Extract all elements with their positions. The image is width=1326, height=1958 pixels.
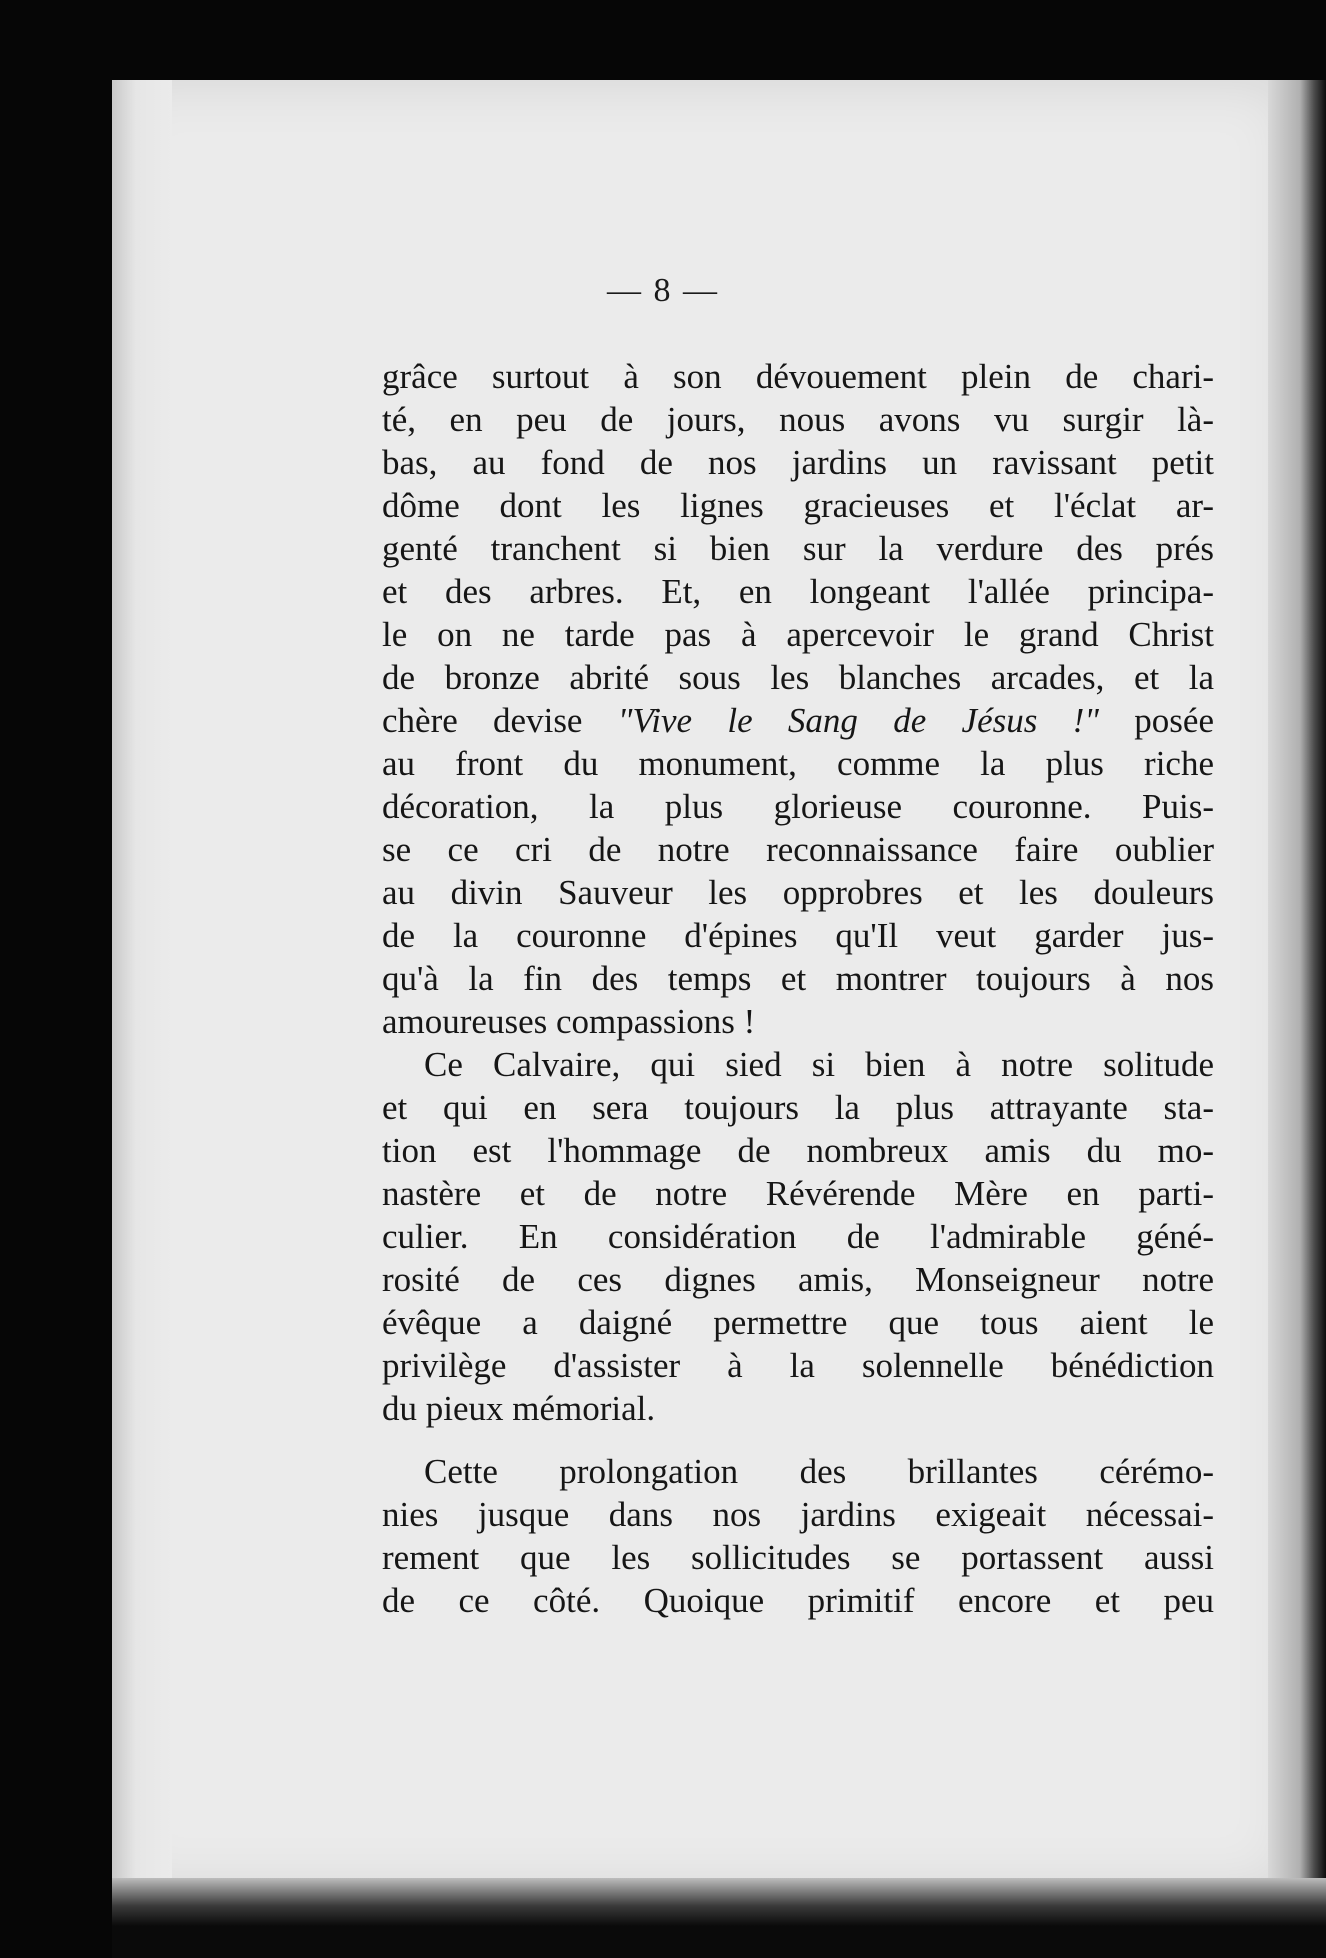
text-line: culier. En considération de l'admirable géné-: [382, 1217, 1214, 1256]
text-line: et des arbres. Et, en longeant l'allée principa-: [382, 572, 1214, 611]
text-line: nies jusque dans nos jardins exigeait nécessai-: [382, 1495, 1214, 1534]
text-line: Ce Calvaire, qui sied si bien à notre solitude: [424, 1045, 1214, 1084]
text-line: décoration, la plus glorieuse couronne. Puis-: [382, 787, 1214, 826]
paragraph-3: [382, 1450, 1214, 1622]
text-line: genté tranchent si bien sur la verdure des prés: [382, 529, 1214, 568]
text-line: tion est l'hommage de nombreux amis du mo-: [382, 1131, 1214, 1170]
text-fragment: chère devise: [382, 701, 583, 740]
text-line: qu'à la fin des temps et montrer toujours à nos: [382, 959, 1214, 998]
text-line: té, en peu de jours, nous avons vu surgir là-: [382, 400, 1214, 439]
page-gutter-shadow: [112, 80, 172, 1890]
page-number: — 8 —: [607, 272, 719, 309]
body-text: [382, 355, 1214, 1622]
text-line: au front du monument, comme la plus riche: [382, 744, 1214, 783]
paragraph-1: [382, 355, 1214, 1043]
page-edge-right: [1268, 80, 1326, 1890]
page-edge-bottom: [112, 1878, 1326, 1958]
text-fragment: posée: [1134, 701, 1214, 740]
text-line: au divin Sauveur les opprobres et les douleurs: [382, 873, 1214, 912]
text-line: Cette prolongation des brillantes cérémo-: [424, 1452, 1214, 1491]
text-line: rement que les sollicitudes se portassent aussi: [382, 1538, 1214, 1577]
text-line: grâce surtout à son dévouement plein de chari-: [382, 357, 1214, 396]
text-line: de ce côté. Quoique primitif encore et peu: [382, 1581, 1214, 1620]
text-line: le on ne tarde pas à apercevoir le grand Christ: [382, 615, 1214, 654]
motto-italic: "Vive le Sang de Jésus !": [617, 701, 1099, 740]
text-line-motto: [382, 699, 1214, 742]
text-line: du pieux mémorial.: [382, 1389, 656, 1428]
text-line: privilège d'assister à la solennelle bénédiction: [382, 1346, 1214, 1385]
text-line: rosité de ces dignes amis, Monseigneur notre: [382, 1260, 1214, 1299]
text-line: évêque a daigné permettre que tous aient le: [382, 1303, 1214, 1342]
paragraph-2: [382, 1043, 1214, 1430]
text-line: nastère et de notre Révérende Mère en parti-: [382, 1174, 1214, 1213]
text-line: et qui en sera toujours la plus attrayante sta-: [382, 1088, 1214, 1127]
text-line: se ce cri de notre reconnaissance faire oublier: [382, 830, 1214, 869]
text-line: bas, au fond de nos jardins un ravissant petit: [382, 443, 1214, 482]
text-line: de bronze abrité sous les blanches arcades, et la: [382, 658, 1214, 697]
text-line: amoureuses compassions !: [382, 1002, 756, 1041]
paragraph-gap: [382, 1430, 1214, 1450]
text-line: dôme dont les lignes gracieuses et l'éclat ar-: [382, 486, 1214, 525]
text-line: de la couronne d'épines qu'Il veut garder jus-: [382, 916, 1214, 955]
